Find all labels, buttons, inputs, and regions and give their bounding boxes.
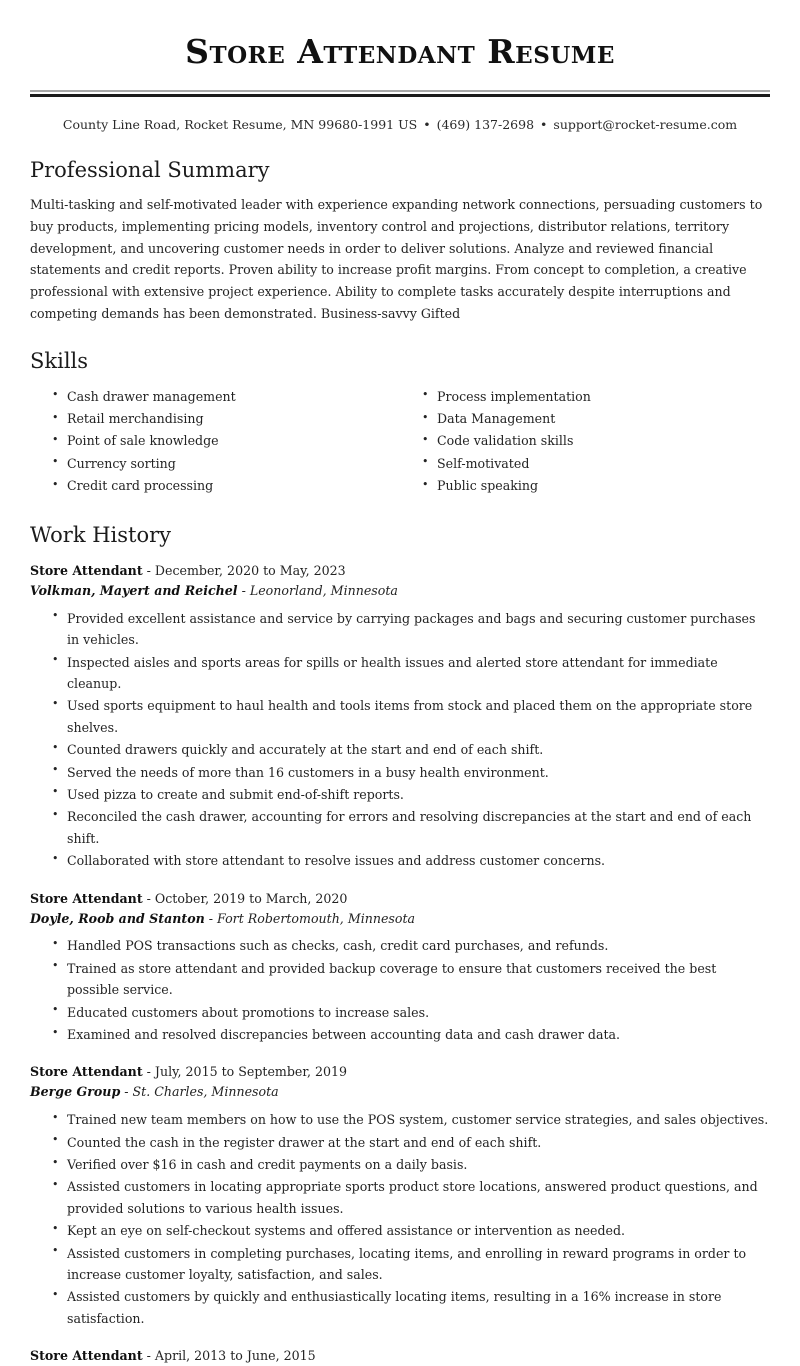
- job-title-line: [30, 561, 770, 581]
- job-bullet: • Assisted customers in locating appropriate sports product store locations, answered product questions, and provided solutions to various health issues.: [67, 1176, 770, 1220]
- work-history-entry: [30, 561, 770, 873]
- job-role: Store Attendant: [30, 1064, 143, 1080]
- contact-address: County Line Road, Rocket Resume, MN 99680-1991 US: [62, 116, 418, 132]
- job-company: Berge Group: [30, 1084, 121, 1100]
- job-bullet: • Counted the cash in the register drawer at the start and end of each shift.: [67, 1132, 770, 1154]
- skills-column-right: [400, 386, 770, 498]
- skill-item: • Currency sorting: [67, 453, 400, 475]
- job-bullet: • Handled POS transactions such as checks, cash, credit card purchases, and refunds.: [67, 935, 770, 957]
- job-bullet: • Counted drawers quickly and accurately at the start and end of each shift.: [67, 739, 770, 761]
- job-role: Store Attendant: [30, 890, 143, 906]
- job-company-separator: -: [204, 910, 218, 926]
- summary-text: Multi-tasking and self-motivated leader with experience expanding network connections, persuading customers to buy products, implementing pricing models, inventory control and projections, distributor relations, territory development, and uncovering customer needs in order to deliver solutions. Analyze and reviewed financial statements and credit reports. Proven ability to increase profit margins. From concept to completion, a creative professional with extensive project experience. Ability to complete tasks accurately despite interruptions and competing demands has been demonstrated. Business-savvy Gifted: [30, 197, 763, 321]
- job-bullet: • Used sports equipment to haul health and tools items from stock and placed them on the appropriate store shelves.: [67, 695, 770, 739]
- job-title-line: [30, 889, 770, 909]
- contact-separator-2: •: [540, 116, 548, 132]
- section-heading-work-history: Work History: [30, 522, 172, 547]
- job-bullet: • Served the needs of more than 16 customers in a busy health environment.: [67, 762, 770, 784]
- job-title-line: [30, 1346, 770, 1366]
- job-bullet: • Assisted customers in completing purchases, locating items, and enrolling in reward programs in order to increase customer loyalty, satisfaction, and sales.: [67, 1243, 770, 1287]
- job-bullet: • Inspected aisles and sports areas for spills or health issues and alerted store attendant for immediate cleanup.: [67, 652, 770, 696]
- work-history-entry: [30, 1346, 770, 1366]
- job-bullet: • Kept an eye on self-checkout systems and offered assistance or intervention as needed.: [67, 1220, 770, 1242]
- skill-item: • Code validation skills: [437, 430, 770, 452]
- skill-item: • Public speaking: [437, 475, 770, 497]
- job-bullet: • Educated customers about promotions to increase sales.: [67, 1002, 770, 1024]
- job-role: Store Attendant: [30, 562, 143, 578]
- work-history-entry: [30, 1062, 770, 1330]
- contact-separator-1: •: [423, 116, 431, 132]
- job-bullet-list: [30, 935, 770, 1046]
- job-bullet-list: [30, 608, 770, 873]
- skills-columns: [30, 386, 770, 498]
- job-company: Volkman, Mayert and Reichel: [30, 582, 238, 598]
- contact-phone: (469) 137-2698: [436, 116, 535, 132]
- job-bullet: • Assisted customers by quickly and enthusiastically locating items, resulting in a 16% increase in store satisfaction.: [67, 1286, 770, 1330]
- job-bullet: • Examined and resolved discrepancies between accounting data and cash drawer data.: [67, 1024, 770, 1046]
- work-history-entry: [30, 889, 770, 1047]
- job-dates: July, 2015 to September, 2019: [154, 1064, 348, 1080]
- job-company-line: [30, 909, 770, 929]
- skill-item: • Retail merchandising: [67, 408, 400, 430]
- job-dates: December, 2020 to May, 2023: [154, 562, 346, 578]
- job-bullet: • Provided excellent assistance and service by carrying packages and bags and securing customer purchases in vehicles.: [67, 608, 770, 652]
- job-location: Fort Robertomouth, Minnesota: [217, 910, 416, 926]
- section-heading-skills: Skills: [30, 349, 89, 374]
- job-title-separator: -: [142, 1348, 155, 1364]
- job-bullet: • Collaborated with store attendant to resolve issues and address customer concerns.: [67, 850, 770, 872]
- skill-item: • Process implementation: [437, 386, 770, 408]
- section-heading-summary: Professional Summary: [30, 158, 270, 183]
- header-divider-thin: [30, 90, 770, 92]
- page-title: Store Attendant Resume: [185, 32, 615, 71]
- job-role: Store Attendant: [30, 1348, 143, 1364]
- contact-email: support@rocket-resume.com: [553, 116, 738, 132]
- skill-item: • Credit card processing: [67, 475, 400, 497]
- header-divider-thick: [30, 94, 770, 97]
- job-bullet: • Used pizza to create and submit end-of-shift reports.: [67, 784, 770, 806]
- job-title-separator: -: [142, 1064, 155, 1080]
- work-history-list: [30, 561, 770, 1366]
- skill-item: • Data Management: [437, 408, 770, 430]
- skills-list-left: [30, 386, 400, 498]
- skill-item: • Cash drawer management: [67, 386, 400, 408]
- job-dates: October, 2019 to March, 2020: [154, 890, 348, 906]
- job-dates: April, 2013 to June, 2015: [154, 1348, 316, 1364]
- job-bullet: • Verified over $16 in cash and credit payments on a daily basis.: [67, 1154, 770, 1176]
- job-title-separator: -: [142, 890, 155, 906]
- job-location: Leonorland, Minnesota: [249, 582, 398, 598]
- skills-list-right: [400, 386, 770, 498]
- job-location: St. Charles, Minnesota: [132, 1084, 279, 1100]
- job-bullet: • Trained new team members on how to use the POS system, customer service strategies, and sales objectives.: [67, 1109, 770, 1131]
- job-company-line: [30, 1082, 770, 1102]
- job-title-separator: -: [142, 562, 155, 578]
- skills-column-left: [30, 386, 400, 498]
- job-company-separator: -: [120, 1084, 133, 1100]
- skill-item: • Point of sale knowledge: [67, 430, 400, 452]
- job-bullet: • Reconciled the cash drawer, accounting for errors and resolving discrepancies at the start and end of each shift.: [67, 806, 770, 850]
- job-company-line: [30, 581, 770, 601]
- job-title-line: [30, 1062, 770, 1082]
- contact-line: [30, 116, 770, 134]
- job-company: Doyle, Roob and Stanton: [30, 910, 205, 926]
- job-company-separator: -: [237, 582, 250, 598]
- job-bullet: • Trained as store attendant and provided backup coverage to ensure that customers received the best possible service.: [67, 958, 770, 1002]
- job-bullet-list: [30, 1109, 770, 1330]
- skill-item: • Self-motivated: [437, 453, 770, 475]
